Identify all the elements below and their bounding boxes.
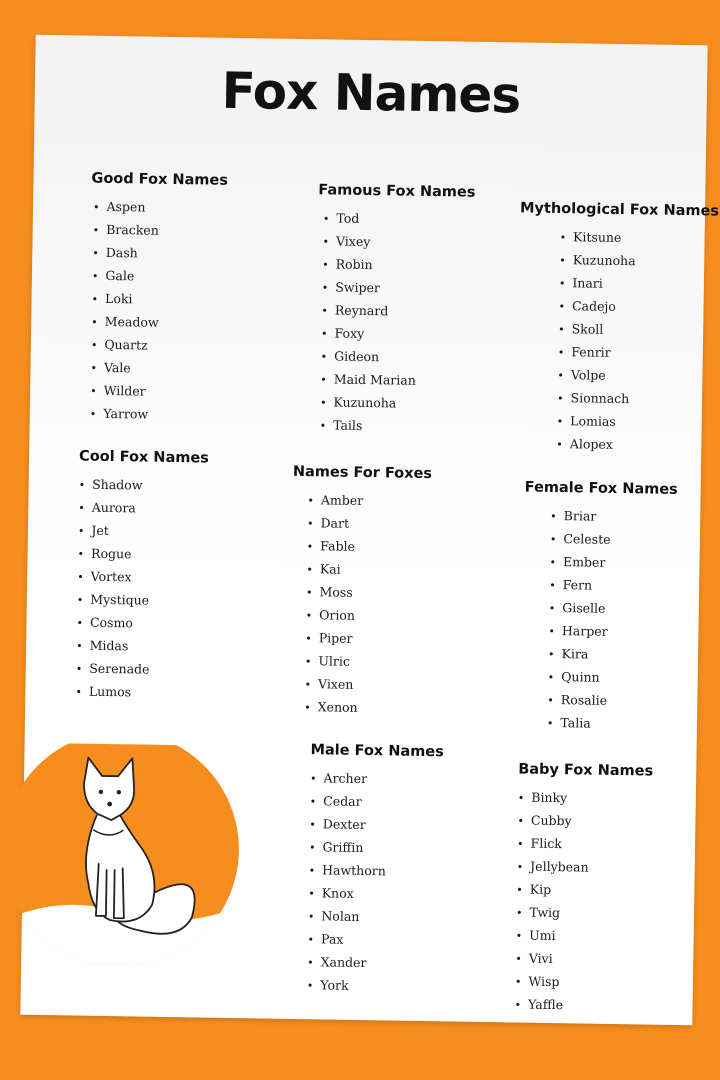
fox-name: Fenrir: [571, 344, 611, 360]
bullet-icon: •: [321, 304, 329, 318]
fox-name: Sionnach: [570, 390, 630, 407]
fox-name: Kip: [529, 881, 552, 897]
list-item: [518, 785, 653, 810]
fox-name: Wisp: [528, 973, 560, 990]
bullet-icon: •: [91, 315, 98, 329]
bullet-icon: •: [306, 979, 314, 993]
fox-name: Vivi: [528, 950, 553, 967]
fox-name: Loki: [104, 290, 133, 307]
fox-name: Pax: [320, 931, 344, 947]
bullet-icon: •: [90, 384, 97, 398]
list-item: [307, 534, 431, 559]
section-mythological-fox-names: [516, 200, 719, 457]
bullet-icon: •: [515, 906, 523, 920]
list-item: [310, 766, 444, 791]
bullet-icon: •: [304, 655, 312, 669]
fox-name: Tod: [336, 210, 360, 226]
list-item: [549, 550, 676, 575]
list-item: [91, 310, 226, 335]
bullet-icon: •: [77, 570, 84, 584]
bullet-icon: •: [91, 292, 99, 306]
fox-name: Jet: [91, 522, 110, 538]
bullet-icon: •: [307, 933, 315, 947]
list-item: [308, 858, 442, 883]
list-item: [307, 950, 441, 975]
fox-name: Ulric: [318, 653, 351, 669]
list-item: [77, 565, 207, 590]
fox-name: Wilder: [103, 382, 146, 399]
fox-name: Cedar: [323, 793, 362, 809]
list-item: [306, 557, 430, 582]
fox-name: Orion: [319, 607, 356, 623]
fox-name: Aspen: [106, 198, 146, 215]
fox-name: Binky: [531, 789, 568, 806]
fox-name: Celeste: [563, 531, 611, 547]
list-item: [91, 287, 226, 312]
bullet-icon: •: [550, 509, 557, 524]
list-item: [515, 969, 650, 994]
fox-name: Moss: [319, 584, 353, 600]
bullet-icon: •: [77, 547, 85, 561]
list-item: [550, 504, 677, 529]
section-good-fox-names: [88, 171, 228, 427]
bullet-icon: •: [306, 563, 313, 577]
bullet-icon: •: [514, 998, 522, 1012]
bullet-icon: •: [557, 369, 565, 383]
fox-name: Kira: [561, 646, 589, 662]
fox-name: Vale: [103, 359, 131, 376]
bullet-icon: •: [557, 346, 565, 360]
fox-name: Umi: [529, 927, 556, 944]
fox-name: Vortex: [90, 568, 132, 585]
list-item: [515, 946, 650, 971]
bullet-icon: •: [319, 419, 327, 433]
list-item: [308, 881, 442, 906]
list-item: [549, 573, 676, 598]
list-item: [559, 271, 718, 296]
page-title: Fox Names: [221, 61, 521, 125]
fox-name: Hawthorn: [322, 862, 386, 879]
fox-name: Gideon: [334, 348, 380, 365]
name-list-sheet: [20, 35, 720, 1025]
fox-name: Lomias: [570, 413, 616, 429]
bullet-icon: •: [515, 929, 523, 943]
fox-name: Archer: [323, 770, 368, 787]
section-heading: Baby Fox Names: [518, 761, 654, 780]
fox-name: Swiper: [335, 279, 381, 296]
name-list: [314, 206, 475, 438]
list-item: [547, 711, 674, 736]
bullet-icon: •: [304, 678, 312, 692]
list-item: [306, 580, 430, 605]
bullet-icon: •: [76, 639, 83, 653]
fox-name: Shadow: [92, 476, 143, 493]
list-item: [556, 432, 715, 457]
fox-name: Robin: [335, 256, 373, 273]
fox-name: Ember: [562, 554, 606, 570]
bullet-icon: •: [516, 837, 524, 851]
fox-name: Meadow: [104, 313, 159, 330]
list-item: [517, 808, 652, 833]
fox-name: Giselle: [562, 600, 606, 616]
fox-name: Piper: [318, 630, 353, 646]
fox-name: Cubby: [530, 812, 572, 829]
fox-name: Jellybean: [530, 858, 589, 875]
bullet-icon: •: [309, 818, 316, 832]
fox-name: York: [320, 977, 349, 993]
fox-name: Reynard: [334, 302, 389, 319]
list-item: [90, 402, 225, 427]
section-names-for-foxes: [289, 464, 432, 720]
bullet-icon: •: [320, 350, 328, 364]
section-heading: Mythological Fox Names: [519, 200, 720, 220]
bullet-icon: •: [556, 415, 564, 429]
section-famous-fox-names: [314, 182, 475, 438]
list-item: [310, 789, 444, 814]
list-item: [319, 413, 471, 438]
list-item: [321, 298, 473, 323]
bullet-icon: •: [89, 407, 97, 421]
fox-name: Briar: [563, 508, 597, 524]
fox-name: Bracken: [106, 221, 159, 238]
name-list: [521, 504, 678, 736]
bullet-icon: •: [307, 494, 315, 508]
bullet-icon: •: [558, 300, 566, 314]
bullet-icon: •: [320, 327, 328, 341]
fox-name: Rogue: [90, 545, 132, 562]
fox-name: Lumos: [88, 683, 132, 700]
fox-name: Maid Marian: [333, 371, 416, 388]
list-item: [309, 835, 443, 860]
name-list: [516, 224, 719, 457]
section-male-fox-names: [307, 742, 444, 998]
bullet-icon: •: [548, 624, 556, 639]
fox-name: Vixey: [335, 233, 371, 250]
bullet-icon: •: [77, 524, 85, 538]
bullet-icon: •: [516, 860, 524, 874]
bullet-icon: •: [320, 373, 327, 387]
list-item: [75, 679, 205, 704]
list-item: [548, 642, 675, 667]
list-item: [76, 656, 206, 681]
list-item: [76, 633, 206, 658]
bullet-icon: •: [322, 212, 330, 226]
bullet-icon: •: [92, 223, 100, 237]
bullet-icon: •: [305, 609, 313, 623]
list-item: [322, 275, 474, 300]
bullet-icon: •: [547, 693, 554, 708]
fox-name: Xenon: [317, 699, 358, 715]
fox-name: Skoll: [571, 321, 604, 337]
list-item: [320, 367, 472, 392]
fox-name: Flick: [530, 835, 562, 852]
list-item: [557, 363, 716, 388]
fox-name: Fern: [562, 577, 593, 593]
list-item: [93, 218, 228, 243]
list-item: [93, 195, 228, 220]
list-item: [517, 854, 652, 879]
fox-name: Quinn: [561, 669, 600, 685]
bullet-icon: •: [309, 795, 317, 809]
list-item: [321, 321, 473, 346]
list-item: [514, 992, 649, 1017]
fox-name: Knox: [321, 885, 354, 901]
bullet-icon: •: [556, 438, 563, 452]
sitting-fox-icon: [0, 742, 243, 966]
bullet-icon: •: [307, 956, 314, 970]
bullet-icon: •: [322, 258, 329, 272]
fox-name: Yaffle: [527, 996, 564, 1013]
name-list: [289, 488, 432, 720]
bullet-icon: •: [321, 281, 329, 295]
bullet-icon: •: [517, 791, 525, 805]
list-item: [77, 542, 207, 567]
fox-name: Twig: [529, 904, 561, 921]
fox-name: Yarrow: [103, 405, 149, 422]
fox-name: Serenade: [89, 660, 150, 677]
fox-name: Nolan: [321, 908, 360, 924]
bullet-icon: •: [558, 277, 566, 291]
list-item: [516, 877, 651, 902]
section-heading: Names For Foxes: [292, 463, 433, 483]
fox-name: Foxy: [334, 325, 365, 341]
list-item: [321, 344, 473, 369]
fox-name: Kitsune: [573, 229, 622, 246]
list-item: [79, 473, 209, 498]
fox-name: Cadejo: [571, 298, 616, 314]
section-heading: Cool Fox Names: [78, 448, 209, 467]
bullet-icon: •: [549, 555, 557, 570]
fox-name: Dash: [105, 244, 138, 261]
list-item: [307, 488, 431, 513]
list-item: [516, 900, 651, 925]
section-female-fox-names: [521, 480, 678, 736]
list-item: [77, 588, 207, 613]
fox-name: Dexter: [322, 816, 366, 833]
list-item: [91, 333, 226, 358]
fox-name: Mystique: [90, 591, 150, 608]
bullet-icon: •: [547, 670, 555, 685]
name-list: [75, 473, 208, 705]
fox-name: Inari: [572, 275, 603, 291]
list-item: [322, 252, 474, 277]
bullet-icon: •: [305, 632, 312, 646]
bullet-icon: •: [322, 235, 330, 249]
list-item: [307, 511, 431, 536]
bullet-icon: •: [75, 662, 83, 676]
section-heading: Male Fox Names: [310, 742, 444, 761]
list-item: [92, 264, 227, 289]
list-item: [557, 386, 716, 411]
bullet-icon: •: [516, 883, 523, 897]
bullet-icon: •: [548, 601, 556, 616]
fox-name: Harper: [561, 623, 608, 639]
list-item: [549, 596, 676, 621]
section-baby-fox-names: [514, 761, 653, 1017]
list-item: [305, 603, 429, 628]
bullet-icon: •: [549, 578, 556, 593]
bullet-icon: •: [515, 952, 522, 966]
fox-name: Quartz: [104, 336, 148, 353]
fox-name: Fable: [320, 538, 356, 554]
list-item: [558, 317, 717, 342]
list-item: [78, 519, 208, 544]
fox-name: Kuzunoha: [333, 394, 397, 411]
fox-name: Midas: [89, 637, 129, 654]
bullet-icon: •: [558, 323, 565, 337]
fox-name: Kai: [319, 561, 341, 577]
list-item: [320, 390, 472, 415]
bullet-icon: •: [304, 701, 311, 715]
section-heading: Female Fox Names: [524, 479, 678, 498]
list-item: [557, 409, 716, 434]
list-item: [308, 904, 442, 929]
list-item: [309, 812, 443, 837]
bullet-icon: •: [75, 685, 83, 699]
bullet-icon: •: [308, 864, 316, 878]
fox-name: Rosalie: [560, 692, 608, 708]
bullet-icon: •: [556, 392, 564, 406]
section-cool-fox-names: [75, 449, 209, 705]
list-item: [90, 356, 225, 381]
fox-name: Dart: [320, 515, 350, 531]
list-item: [304, 695, 428, 720]
bullet-icon: •: [78, 501, 85, 515]
fox-name: Cosmo: [89, 614, 134, 631]
list-item: [547, 688, 674, 713]
bullet-icon: •: [559, 231, 567, 245]
fox-name: Talia: [560, 715, 591, 731]
bullet-icon: •: [90, 338, 98, 352]
bullet-icon: •: [306, 517, 314, 531]
section-heading: Famous Fox Names: [318, 182, 476, 201]
fox-name: Alopex: [569, 436, 613, 452]
bullet-icon: •: [549, 532, 557, 547]
list-item: [559, 248, 718, 273]
name-list: [88, 195, 228, 427]
bullet-icon: •: [547, 647, 555, 662]
name-list: [514, 785, 652, 1017]
list-item: [548, 619, 675, 644]
bullet-icon: •: [76, 616, 84, 630]
fox-name: Gale: [105, 267, 135, 284]
bullet-icon: •: [546, 716, 554, 730]
fox-name: Amber: [320, 492, 364, 508]
name-list: [307, 766, 444, 998]
list-item: [90, 379, 225, 404]
list-item: [548, 665, 675, 690]
bullet-icon: •: [308, 887, 315, 901]
fox-name: Vixen: [317, 676, 354, 692]
bullet-icon: •: [90, 361, 98, 375]
bullet-icon: •: [78, 478, 86, 492]
fox-name: Kuzunoha: [572, 252, 636, 269]
fox-name: Griffin: [322, 839, 364, 856]
fox-name: Volpe: [570, 367, 606, 383]
list-item: [307, 973, 441, 998]
list-item: [322, 229, 474, 254]
list-item: [92, 241, 227, 266]
fox-name: Tails: [333, 417, 363, 433]
list-item: [78, 496, 208, 521]
list-item: [305, 649, 429, 674]
list-item: [517, 831, 652, 856]
section-heading: Good Fox Names: [91, 170, 229, 189]
bullet-icon: •: [91, 269, 99, 283]
bullet-icon: •: [305, 586, 313, 600]
bullet-icon: •: [307, 910, 315, 924]
bullet-icon: •: [309, 772, 317, 786]
bullet-icon: •: [308, 841, 316, 855]
list-item: [558, 294, 717, 319]
bullet-icon: •: [92, 246, 99, 260]
list-item: [304, 672, 428, 697]
bullet-icon: •: [517, 814, 525, 828]
list-item: [550, 527, 677, 552]
bullet-icon: •: [92, 200, 100, 214]
list-item: [515, 923, 650, 948]
bullet-icon: •: [76, 593, 84, 607]
fox-name: Xander: [320, 954, 367, 971]
list-item: [559, 225, 718, 250]
bullet-icon: •: [306, 540, 314, 554]
list-item: [558, 340, 717, 365]
bullet-icon: •: [559, 254, 566, 268]
list-item: [323, 206, 475, 231]
bullet-icon: •: [319, 396, 327, 410]
list-item: [307, 927, 441, 952]
fox-name: Aurora: [91, 499, 136, 516]
list-item: [76, 610, 206, 635]
list-item: [305, 626, 429, 651]
bullet-icon: •: [514, 975, 522, 989]
